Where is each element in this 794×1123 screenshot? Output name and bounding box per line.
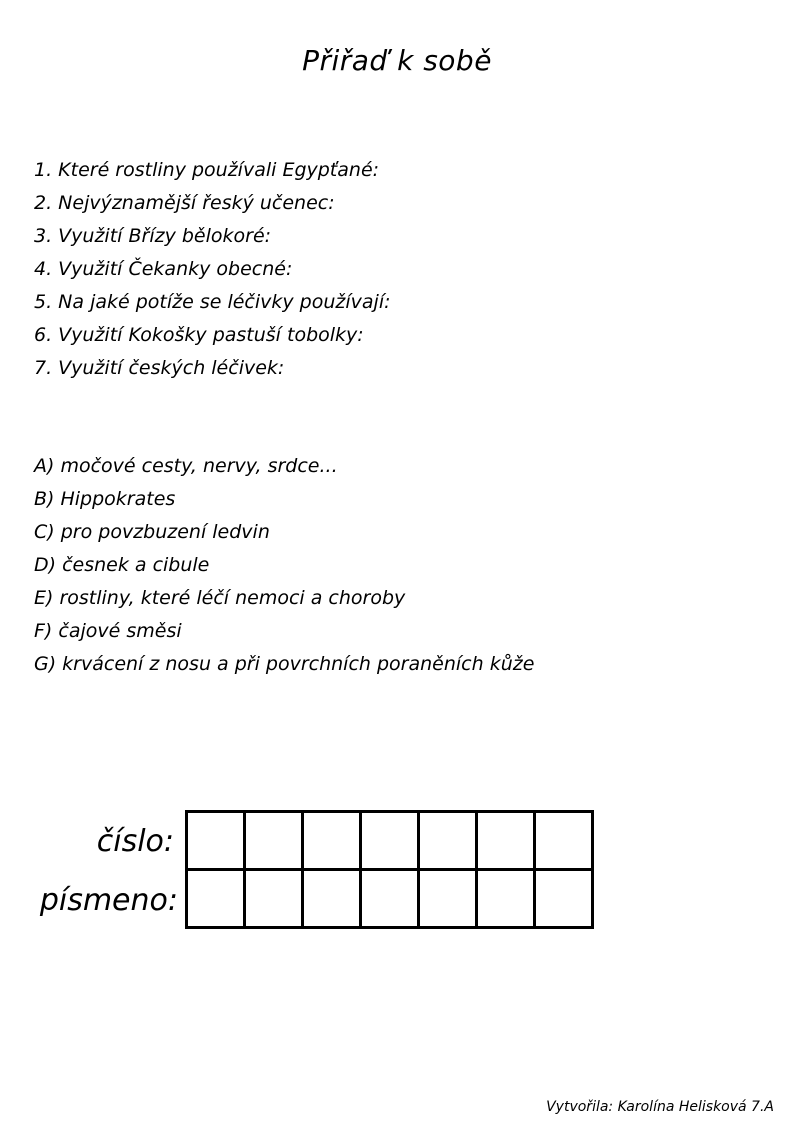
- question-item-6: 6. Využití Kokošky pastuší tobolky:: [34, 324, 364, 346]
- answer-item-f: F) čajové směsi: [34, 620, 182, 642]
- grid-cell-number[interactable]: [419, 812, 477, 870]
- grid-cell-number[interactable]: [361, 812, 419, 870]
- grid-cell-letter[interactable]: [187, 870, 245, 928]
- grid-cell-number[interactable]: [303, 812, 361, 870]
- grid-cell-number[interactable]: [535, 812, 593, 870]
- answer-grid: [185, 810, 594, 929]
- grid-cell-letter[interactable]: [303, 870, 361, 928]
- grid-row-letter: [187, 870, 593, 928]
- grid-cell-number[interactable]: [245, 812, 303, 870]
- question-item-7: 7. Využití českých léčivek:: [34, 357, 285, 379]
- answer-item-e: E) rostliny, které léčí nemoci a choroby: [34, 587, 406, 609]
- answer-list: [34, 450, 534, 681]
- grid-row-number: [187, 812, 593, 870]
- grid-cell-letter[interactable]: [535, 870, 593, 928]
- answer-item-b: B) Hippokrates: [34, 488, 176, 510]
- author-credit: Vytvořila: Karolína Helisková 7.A: [546, 1099, 774, 1115]
- question-item-1: 1. Které rostliny používali Egypťané:: [34, 159, 380, 181]
- answer-item-g: G) krvácení z nosu a při povrchních poraněních kůže: [34, 653, 535, 675]
- grid-cell-number[interactable]: [477, 812, 535, 870]
- answer-item-c: C) pro povzbuzení ledvin: [34, 521, 270, 543]
- question-item-4: 4. Využití Čekanky obecné:: [34, 258, 293, 280]
- answer-item-a: A) močové cesty, nervy, srdce...: [34, 455, 338, 477]
- question-item-2: 2. Nejvýznamější řeský učenec:: [34, 192, 335, 214]
- grid-row-label-number: číslo:: [96, 824, 174, 859]
- grid-cell-letter[interactable]: [361, 870, 419, 928]
- grid-row-label-letter: písmeno:: [39, 883, 178, 918]
- question-item-5: 5. Na jaké potíže se léčivky používají:: [34, 291, 391, 313]
- grid-cell-letter[interactable]: [419, 870, 477, 928]
- grid-cell-letter[interactable]: [245, 870, 303, 928]
- question-item-3: 3. Využití Břízy bělokoré:: [34, 225, 272, 247]
- question-list: [34, 154, 391, 385]
- grid-cell-number[interactable]: [187, 812, 245, 870]
- page-title: Přiřaď k sobě: [302, 44, 492, 77]
- grid-cell-letter[interactable]: [477, 870, 535, 928]
- answer-item-d: D) česnek a cibule: [34, 554, 210, 576]
